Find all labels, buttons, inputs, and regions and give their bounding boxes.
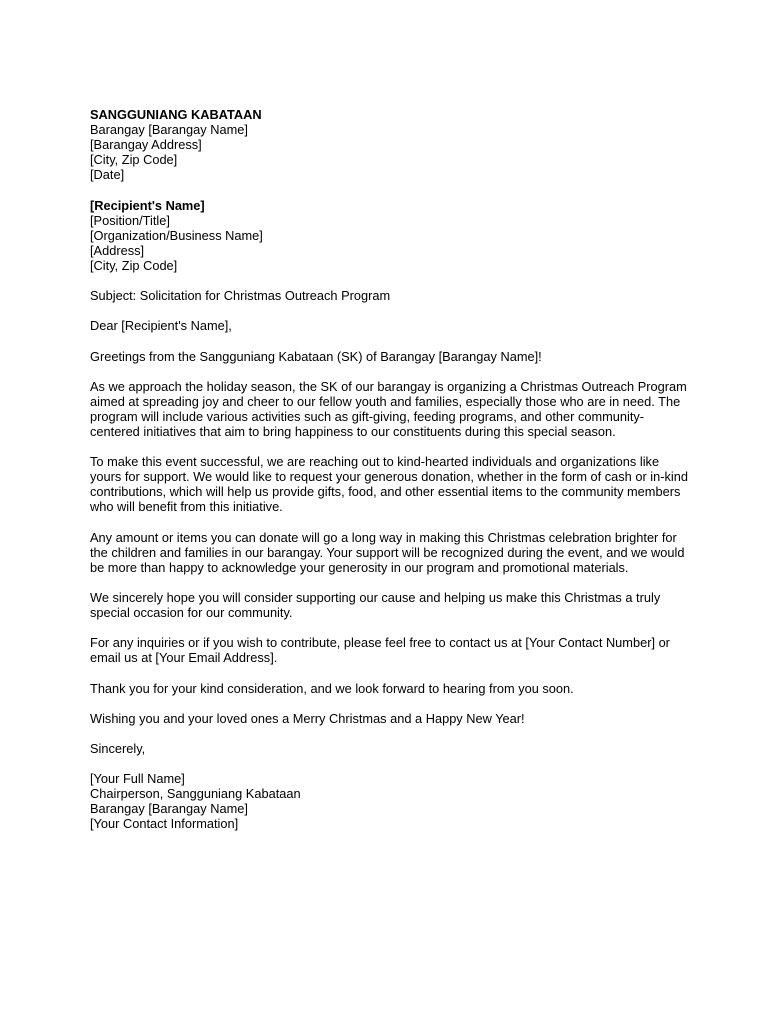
paragraph-line: email us at [Your Email Address]. — [90, 650, 278, 666]
paragraph-line: For any inquiries or if you wish to contribute, please feel free to contact us at [Your Contact Number] or — [90, 635, 670, 651]
spacer — [90, 303, 690, 318]
recipient-position: [Position/Title] — [90, 212, 170, 228]
paragraph-line: program will include various activities such as gift-giving, feeding programs, and other community- — [90, 408, 645, 424]
spacer — [90, 696, 690, 711]
spacer — [90, 665, 690, 680]
signatory-barangay: Barangay [Barangay Name] — [90, 801, 248, 817]
recipient-name: [Recipient's Name] — [90, 197, 205, 213]
recipient-organization: [Organization/Business Name] — [90, 227, 263, 243]
paragraph-line: contributions, which will help us provide gifts, food, and other essential items to the community members — [90, 484, 681, 500]
signature-block — [90, 771, 690, 831]
sender-city-zip: [City, Zip Code] — [90, 152, 178, 168]
sender-barangay: Barangay [Barangay Name] — [90, 122, 248, 138]
paragraph-line: the children and families in our barangay. Your support will be recognized during the event, and we would — [90, 544, 685, 560]
recipient-city-zip: [City, Zip Code] — [90, 257, 178, 273]
signatory-title: Chairperson, Sangguniang Kabataan — [90, 786, 301, 802]
recipient-block — [90, 198, 690, 273]
paragraph-line: To make this event successful, we are reaching out to kind-hearted individuals and organizations like — [90, 454, 660, 470]
spacer — [90, 575, 690, 590]
paragraph-line: centered initiatives that aim to bring happiness to our constituents during this special season. — [90, 423, 616, 439]
closing: Sincerely, — [90, 740, 146, 756]
signatory-contact: [Your Contact Information] — [90, 816, 239, 832]
paragraph-program — [90, 379, 690, 439]
paragraph-line: special occasion for our community. — [90, 605, 293, 621]
signatory-name: [Your Full Name] — [90, 771, 185, 787]
spacer — [90, 182, 690, 197]
spacer — [90, 364, 690, 379]
paragraph-line: Thank you for your kind consideration, and we look forward to hearing from you soon. — [90, 680, 574, 696]
spacer — [90, 333, 690, 348]
spacer — [90, 726, 690, 741]
paragraph-donation — [90, 530, 690, 575]
sender-address: [Barangay Address] — [90, 137, 202, 153]
paragraph-line: Any amount or items you can donate will go a long way in making this Christmas celebration brighter for — [90, 529, 677, 545]
spacer — [90, 439, 690, 454]
paragraph-request — [90, 454, 690, 514]
recipient-address: [Address] — [90, 242, 145, 258]
paragraph-line: We sincerely hope you will consider supporting our cause and helping us make this Christmas a truly — [90, 590, 661, 605]
letter-date: [Date] — [90, 167, 125, 183]
paragraph-thanks — [90, 681, 690, 696]
spacer — [90, 756, 690, 771]
paragraph-contact — [90, 635, 690, 665]
paragraph-line: aimed at spreading joy and cheer to our fellow youth and families, especially those who are in need. The — [90, 393, 681, 409]
paragraph-line: Wishing you and your loved ones a Merry Christmas and a Happy New Year! — [90, 710, 525, 726]
paragraph-greeting — [90, 349, 690, 364]
salutation: Dear [Recipient's Name], — [90, 318, 232, 334]
paragraph-line: yours for support. We would like to request your generous donation, whether in the form of cash or in-kind — [90, 469, 688, 485]
paragraph-hope — [90, 590, 690, 620]
subject-line: Subject: Solicitation for Christmas Outreach Program — [90, 288, 391, 304]
paragraph-line: who will benefit from this initiative. — [90, 499, 283, 515]
spacer — [90, 273, 690, 288]
spacer — [90, 620, 690, 635]
sender-org: SANGGUNIANG KABATAAN — [90, 107, 262, 122]
paragraph-line: As we approach the holiday season, the SK of our barangay is organizing a Christmas Outreach Program — [90, 378, 687, 394]
paragraph-wishes — [90, 711, 690, 726]
paragraph-line: Greetings from the Sangguniang Kabataan (SK) of Barangay [Barangay Name]! — [90, 348, 542, 364]
sender-block — [90, 107, 690, 182]
letter-body — [90, 107, 690, 832]
spacer — [90, 515, 690, 530]
paragraph-line: be more than happy to acknowledge your generosity in our program and promotional materials. — [90, 559, 629, 575]
